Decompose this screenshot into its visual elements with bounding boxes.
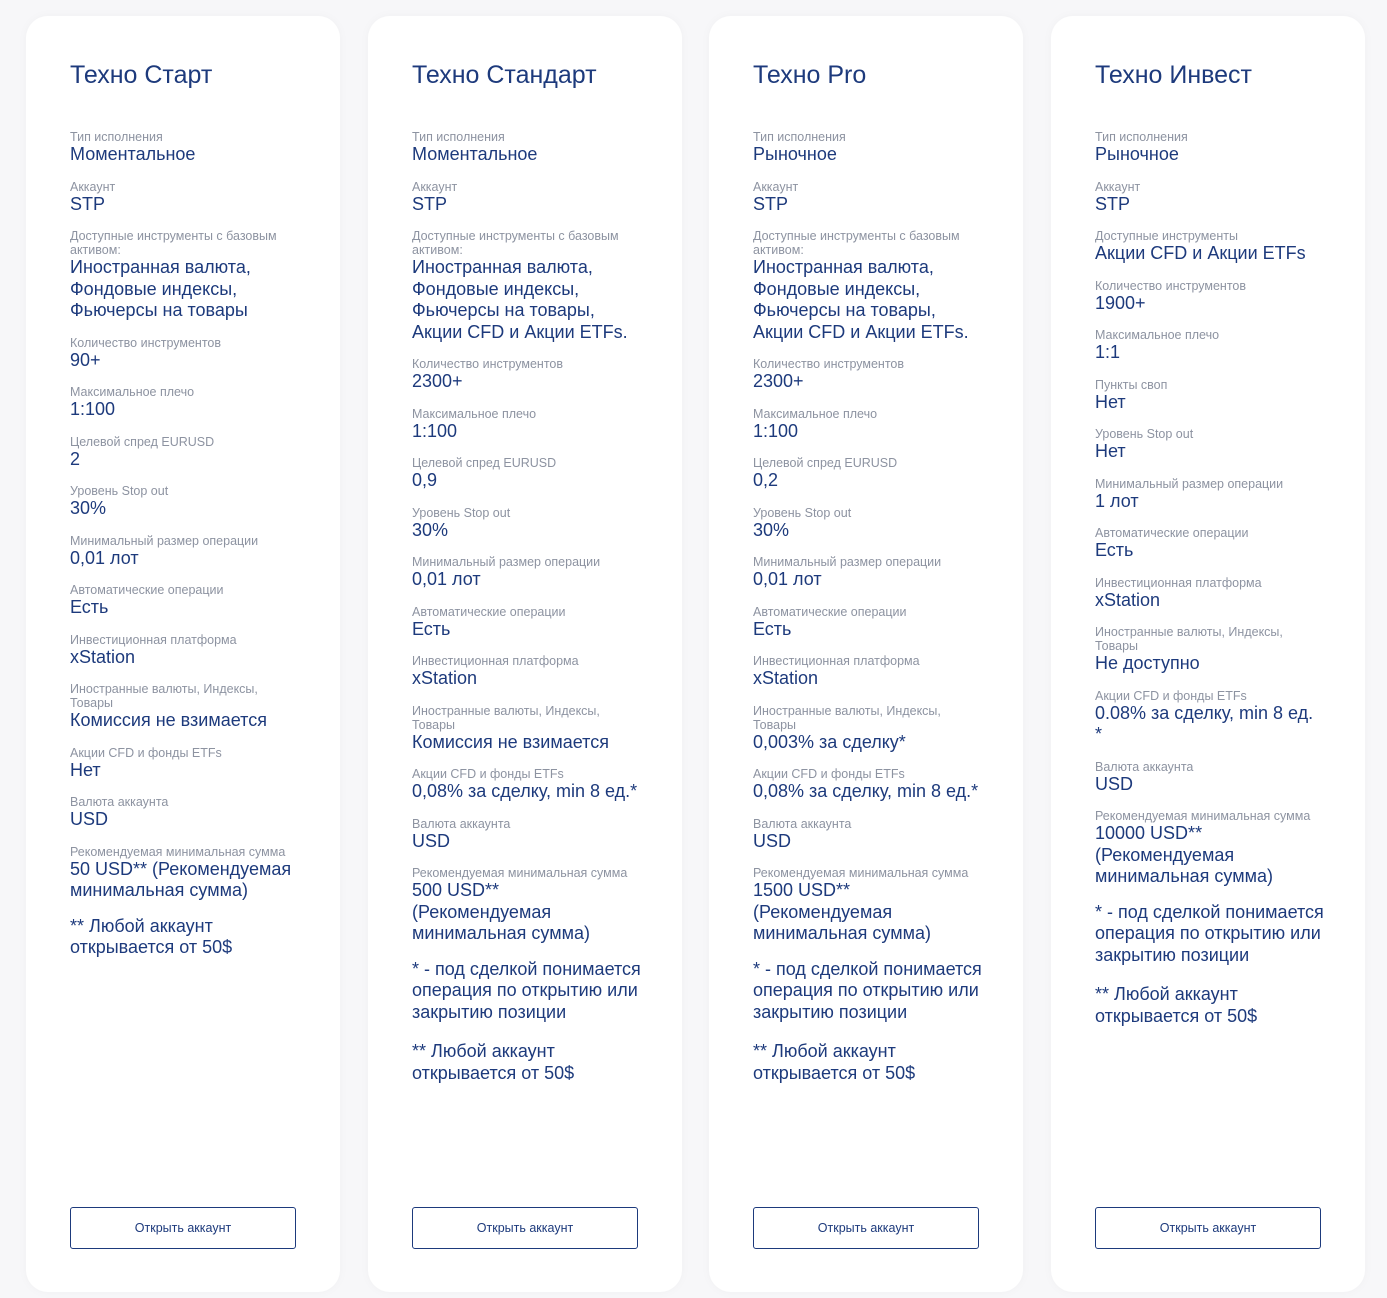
field-label: Минимальный размер операции	[70, 533, 259, 548]
field-auto-trading	[70, 583, 300, 619]
plan-card-tekhno-invest	[1051, 16, 1365, 1292]
field-label: Акции CFD и фонды ETFs	[753, 767, 905, 781]
field-stop-out	[412, 506, 642, 542]
field-label: Иностранные валюты, Индексы, Товары	[70, 682, 258, 710]
field-value: xStation	[753, 668, 819, 688]
field-label: Количество инструментов	[753, 357, 905, 371]
field-min-trade-size	[753, 555, 983, 591]
field-label: Инвестиционная платформа	[70, 632, 237, 647]
field-label: Автоматические операции	[70, 583, 224, 597]
field-value: 0,01 лот	[753, 569, 822, 589]
field-stocks-commission	[753, 767, 983, 803]
field-instruments	[753, 229, 983, 343]
field-account-currency	[412, 817, 642, 853]
field-label: Иностранные валюты, Индексы, Товары	[412, 703, 600, 732]
field-value: xStation	[412, 668, 478, 688]
field-value: Есть	[412, 618, 451, 639]
open-account-button[interactable]: Открыть аккаунт	[1095, 1207, 1321, 1249]
field-target-spread	[412, 456, 642, 492]
field-label: Автоматические операции	[753, 604, 907, 619]
field-value: Иностранная валюта, Фондовые индексы, Фьючерсы на товары, Акции CFD и Акции ETFs.	[753, 257, 969, 342]
field-forex-commission	[70, 682, 300, 732]
account-plans	[26, 16, 1366, 1292]
field-label: Доступные инструменты с базовым активом:	[753, 229, 960, 257]
field-execution-type	[1095, 130, 1325, 166]
field-label: Доступные инструменты	[1095, 229, 1238, 243]
field-forex-commission	[1095, 625, 1325, 675]
field-label: Количество инструментов	[412, 357, 564, 371]
field-label: Рекомендуемая минимальная сумма	[70, 844, 286, 859]
field-value: Не доступно	[1095, 653, 1200, 673]
field-instruments	[412, 229, 642, 343]
field-label: Рекомендуемая минимальная сумма	[753, 866, 969, 880]
field-auto-trading	[753, 605, 983, 641]
field-account-currency	[70, 795, 300, 831]
field-auto-trading	[412, 605, 642, 641]
field-value: Нет	[1095, 391, 1126, 412]
field-value: 0,9	[412, 470, 438, 490]
field-label: Аккаунт	[1095, 179, 1141, 194]
field-instruments	[1095, 229, 1325, 265]
field-label: Минимальный размер операции	[412, 555, 601, 569]
field-min-trade-size	[1095, 477, 1325, 513]
field-target-spread	[753, 456, 983, 492]
field-value: 0,08% за сделку, min 8 ед.*	[412, 781, 638, 801]
footnote-trade-definition: * - под сделкой понимается операция по открытию или закрытию позиции	[412, 958, 641, 1022]
open-account-button[interactable]: Открыть аккаунт	[412, 1207, 638, 1249]
field-value: 90+	[70, 349, 101, 370]
footnote-trade-definition: * - под сделкой понимается операция по открытию или закрытию позиции	[753, 958, 982, 1022]
field-auto-trading	[1095, 526, 1325, 562]
field-min-deposit	[1095, 809, 1325, 888]
field-value: Иностранная валюта, Фондовые индексы, Фьючерсы на товары	[70, 257, 251, 320]
field-value: Рыночное	[1095, 144, 1179, 164]
field-value: 1:100	[70, 399, 116, 419]
field-min-deposit	[70, 845, 300, 902]
field-value: STP	[1095, 193, 1131, 214]
field-value: Комиссия не взимается	[412, 731, 609, 752]
field-value: 0,01 лот	[70, 547, 139, 568]
field-instruments	[70, 229, 300, 322]
plan-card-tekhno-pro	[709, 16, 1023, 1292]
field-target-spread	[70, 435, 300, 471]
field-label: Целевой спред EURUSD	[753, 456, 898, 470]
field-max-leverage	[1095, 328, 1325, 364]
field-forex-commission	[412, 704, 642, 754]
field-value: Комиссия не взимается	[70, 710, 267, 730]
field-label: Иностранные валюты, Индексы, Товары	[1095, 625, 1283, 653]
field-value: Есть	[753, 618, 792, 639]
plan-card-tekhno-standart	[368, 16, 682, 1292]
plan-title: Техно Pro	[753, 61, 867, 89]
field-value: 500 USD** (Рекомендуемая минимальная сумма)	[412, 880, 590, 943]
field-min-deposit	[753, 866, 983, 945]
field-label: Количество инструментов	[70, 335, 222, 350]
field-value: Акции CFD и Акции ETFs	[1095, 243, 1306, 263]
field-label: Уровень Stop out	[753, 505, 852, 520]
field-label: Количество инструментов	[1095, 278, 1247, 293]
field-value: 30%	[753, 519, 790, 540]
field-stocks-commission	[1095, 689, 1325, 746]
field-platform	[753, 654, 983, 690]
field-account-currency	[753, 817, 983, 853]
footnote-min-account: ** Любой аккаунт открывается от 50$	[753, 1041, 916, 1083]
field-label: Целевой спред EURUSD	[70, 434, 215, 449]
field-label: Рекомендуемая минимальная сумма	[412, 866, 628, 880]
field-value: STP	[70, 193, 106, 214]
field-account-currency	[1095, 760, 1325, 796]
footnote-min-account: ** Любой аккаунт открывается от 50$	[412, 1041, 575, 1083]
field-label: Уровень Stop out	[1095, 427, 1194, 441]
field-value: 2300+	[412, 371, 463, 391]
field-value: 2	[70, 448, 81, 469]
field-execution-type	[70, 130, 300, 166]
footnote-min-account: ** Любой аккаунт открывается от 50$	[1095, 984, 1258, 1026]
field-value: 1900+	[1095, 292, 1146, 313]
field-label: Максимальное плечо	[1095, 328, 1220, 342]
field-value: Есть	[1095, 540, 1134, 560]
field-value: 10000 USD** (Рекомендуемая минимальная сумма)	[1095, 823, 1273, 886]
field-value: Есть	[70, 597, 109, 617]
footnote-min-account: ** Любой аккаунт открывается от 50$	[70, 915, 233, 957]
field-value: 0,01 лот	[412, 569, 481, 589]
field-label: Максимальное плечо	[753, 406, 878, 421]
field-label: Автоматические операции	[1095, 526, 1249, 540]
field-value: 0,08% за сделку, min 8 ед.*	[753, 781, 979, 801]
field-account	[1095, 180, 1325, 216]
field-label: Акции CFD и фонды ETFs	[70, 745, 222, 760]
open-account-button[interactable]: Открыть аккаунт	[753, 1207, 979, 1249]
field-account	[753, 180, 983, 216]
field-value: Рыночное	[753, 144, 837, 164]
field-label: Тип исполнения	[412, 130, 505, 144]
field-stocks-commission	[412, 767, 642, 803]
field-value: Моментальное	[70, 144, 196, 164]
field-label: Максимальное плечо	[412, 406, 537, 421]
field-stop-out	[753, 506, 983, 542]
field-value: 0,2	[753, 470, 779, 490]
field-label: Рекомендуемая минимальная сумма	[1095, 809, 1311, 823]
field-label: Уровень Stop out	[412, 505, 511, 520]
field-label: Тип исполнения	[753, 130, 846, 144]
field-value: 30%	[70, 498, 107, 518]
field-value: Иностранная валюта, Фондовые индексы, Фьючерсы на товары, Акции CFD и Акции ETFs.	[412, 257, 628, 342]
field-value: Нет	[1095, 441, 1126, 461]
field-label: Акции CFD и фонды ETFs	[1095, 688, 1247, 703]
field-label: Пункты своп	[1095, 377, 1168, 392]
field-value: 1:1	[1095, 342, 1121, 362]
field-label: Валюта аккаунта	[70, 795, 169, 809]
plan-title: Техно Старт	[70, 61, 213, 89]
field-label: Валюта аккаунта	[753, 816, 852, 831]
field-stocks-commission	[70, 746, 300, 782]
field-value: USD	[412, 830, 451, 851]
field-forex-commission	[753, 704, 983, 754]
field-platform	[1095, 576, 1325, 612]
field-value: 0.08% за сделку, min 8 ед. *	[1095, 702, 1314, 744]
field-execution-type	[412, 130, 642, 166]
field-value: 1 лот	[1095, 490, 1139, 511]
plan-title: Техно Стандарт	[412, 61, 597, 89]
field-min-trade-size	[412, 555, 642, 591]
field-label: Тип исполнения	[70, 130, 163, 144]
open-account-button[interactable]: Открыть аккаунт	[70, 1207, 296, 1249]
field-swap-points	[1095, 378, 1325, 414]
field-stop-out	[70, 484, 300, 520]
plan-title: Техно Инвест	[1095, 61, 1253, 89]
field-execution-type	[753, 130, 983, 166]
field-platform	[412, 654, 642, 690]
field-label: Иностранные валюты, Индексы, Товары	[753, 703, 941, 732]
field-stop-out	[1095, 427, 1325, 463]
field-value: 2300+	[753, 371, 804, 391]
field-label: Инвестиционная платформа	[1095, 575, 1262, 590]
field-label: Валюта аккаунта	[412, 816, 511, 831]
field-label: Автоматические операции	[412, 604, 566, 619]
field-label: Валюта аккаунта	[1095, 759, 1194, 774]
field-value: Моментальное	[412, 144, 538, 164]
field-platform	[70, 633, 300, 669]
field-instrument-count	[412, 357, 642, 393]
footnote-trade-definition: * - под сделкой понимается операция по открытию или закрытию позиции	[1095, 901, 1324, 965]
field-value: Нет	[70, 759, 101, 780]
field-value: xStation	[70, 646, 136, 667]
field-label: Максимальное плечо	[70, 385, 195, 399]
field-min-deposit	[412, 866, 642, 945]
field-value: USD	[70, 809, 109, 829]
field-value: xStation	[1095, 589, 1161, 610]
field-label: Инвестиционная платформа	[753, 654, 920, 668]
field-label: Акции CFD и фонды ETFs	[412, 767, 564, 781]
field-value: 0,003% за сделку*	[753, 731, 906, 752]
field-value: 50 USD** (Рекомендуемая минимальная сумма)	[70, 858, 292, 900]
field-label: Аккаунт	[412, 179, 458, 194]
field-value: USD	[753, 830, 792, 851]
field-value: 1500 USD** (Рекомендуемая минимальная сумма)	[753, 880, 931, 943]
field-value: 30%	[412, 519, 449, 540]
field-value: 1:100	[412, 420, 458, 441]
field-max-leverage	[753, 407, 983, 443]
field-account	[70, 180, 300, 216]
field-account	[412, 180, 642, 216]
field-label: Целевой спред EURUSD	[412, 456, 557, 470]
field-label: Доступные инструменты с базовым активом:	[70, 229, 277, 257]
field-max-leverage	[70, 385, 300, 421]
field-label: Доступные инструменты с базовым активом:	[412, 229, 619, 257]
field-min-trade-size	[70, 534, 300, 570]
field-label: Уровень Stop out	[70, 484, 169, 498]
field-label: Минимальный размер операции	[753, 555, 942, 569]
field-label: Минимальный размер операции	[1095, 476, 1284, 491]
field-instrument-count	[70, 336, 300, 372]
field-value: USD	[1095, 773, 1134, 794]
field-label: Инвестиционная платформа	[412, 654, 579, 668]
field-label: Аккаунт	[753, 179, 799, 194]
field-instrument-count	[753, 357, 983, 393]
field-value: 1:100	[753, 420, 799, 441]
field-label: Аккаунт	[70, 179, 116, 194]
field-instrument-count	[1095, 279, 1325, 315]
plan-card-tekhno-start	[26, 16, 340, 1292]
field-label: Тип исполнения	[1095, 130, 1188, 144]
field-max-leverage	[412, 407, 642, 443]
field-value: STP	[753, 193, 789, 214]
field-value: STP	[412, 193, 448, 214]
